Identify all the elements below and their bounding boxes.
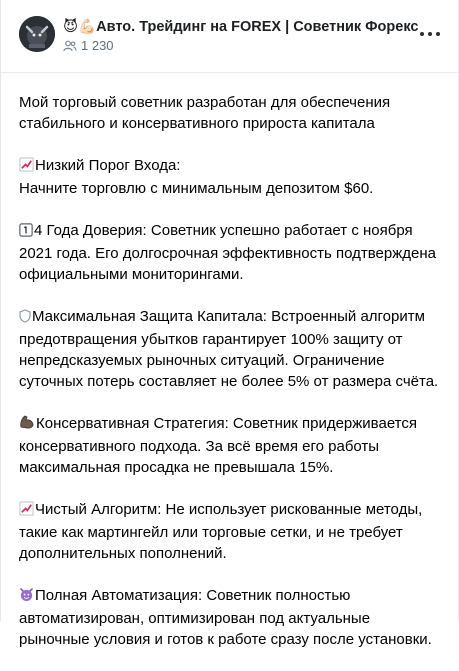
entry-title: Низкий Порог Входа: xyxy=(35,157,181,174)
entry-text: Начните торговлю с минимальным депозитом $60. xyxy=(19,180,374,197)
muscle-icon xyxy=(19,414,35,436)
chart-increasing-icon xyxy=(19,501,34,522)
strategy-text: Консервативная Стратегия: Советник придерживается консервативного подхода. За всё время его работы максимальная просадка не превышала 15%. xyxy=(19,415,417,476)
number-one-icon xyxy=(19,222,33,243)
trust-text: 4 Года Доверия: Советник успешно работает с ноября 2021 года. Его долгосрочная эффективность подтверждена официальными мониторингами. xyxy=(19,222,436,283)
channel-title[interactable]: 😈💪🏻Авто. Трейдинг на FOREX | Советник Форекс xyxy=(63,19,419,35)
automation-text: Полная Автоматизация: Советник полностью автоматизирован, оптимизирован под актуальные рыночные условия и готов к работе сразу после установки. xyxy=(19,587,432,648)
post-section-entry xyxy=(19,155,444,199)
post-section-protection xyxy=(19,306,444,392)
shield-icon xyxy=(19,308,31,329)
subscriber-count xyxy=(63,38,114,53)
post-intro: Мой торговый советник разработан для обеспечения стабильного и консервативного прироста капитала xyxy=(19,94,391,132)
protection-text: Максимальная Защита Капитала: Встроенный алгоритм предотвращения убытков гарантирует 100% защиту от непредсказуемых рыночных ситуаций. Ограничение суточных потерь составляет не более 5% от размера счёта. xyxy=(19,308,439,390)
post-section-strategy xyxy=(19,413,444,478)
people-icon xyxy=(63,40,77,52)
post-section-trust xyxy=(19,220,444,285)
subscriber-count-text: 1 230 xyxy=(81,38,114,53)
post-section-algorithm xyxy=(19,499,444,564)
channel-avatar[interactable] xyxy=(19,16,55,52)
post-body xyxy=(19,92,444,671)
chart-increasing-icon xyxy=(19,157,34,178)
post-header xyxy=(1,0,458,73)
devil-icon xyxy=(19,587,34,608)
more-dots-icon[interactable] xyxy=(420,28,440,40)
post-section-automation xyxy=(19,585,444,650)
algorithm-text: Чистый Алгоритм: Не использует рискованные методы, такие как мартингейл или торговые сетки, и не требует дополнительных пополнений. xyxy=(19,501,423,562)
